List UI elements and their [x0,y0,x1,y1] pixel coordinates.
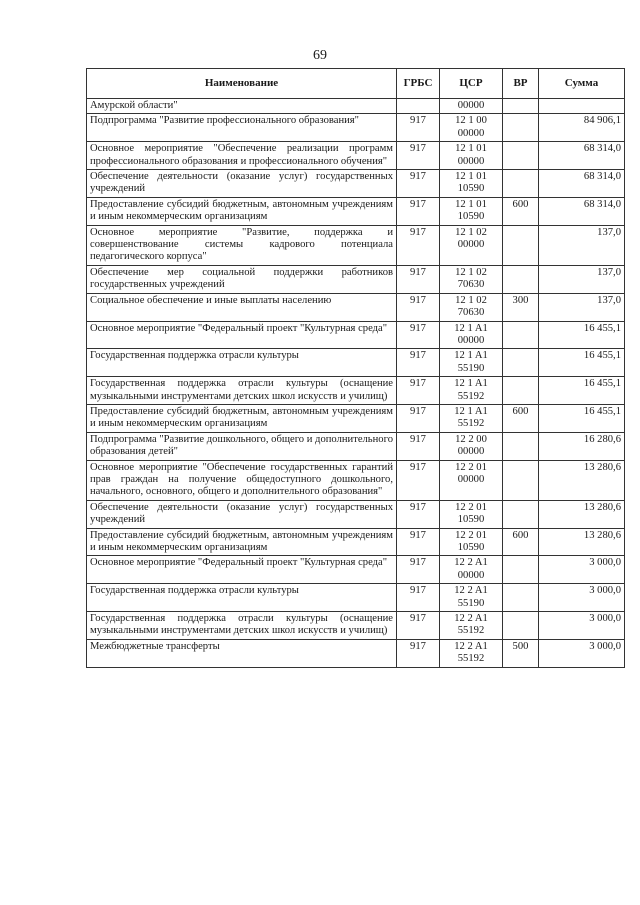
table-row [87,142,625,170]
cell-csr [440,142,503,170]
cell-name: Амурской области" [87,99,397,114]
csr-code-part-2: 55192 [457,390,485,402]
csr-code-part-2: 10590 [457,183,485,195]
table-row [87,432,625,460]
table-header [87,69,625,99]
csr-code-part-1: 12 2 01 [455,461,487,473]
csr-code-part-2: 70630 [457,307,485,319]
csr-code-part-2: 00000 [457,239,485,251]
cell-name: Государственная поддержка отрасли культуры [87,584,397,612]
cell-sum: 68 314,0 [539,197,625,225]
cell-vr: 600 [503,528,539,556]
cell-grbs: 917 [397,293,440,321]
cell-grbs: 917 [397,377,440,405]
cell-vr: 600 [503,197,539,225]
csr-code-part-2: 55190 [457,362,485,374]
csr-code-part-1: 12 2 A1 [454,585,488,597]
cell-sum: 3 000,0 [539,556,625,584]
cell-sum: 3 000,0 [539,639,625,667]
cell-grbs: 917 [397,500,440,528]
table-row [87,170,625,198]
cell-sum: 13 280,6 [539,528,625,556]
table-row [87,349,625,377]
table-row [87,114,625,142]
table-body [87,99,625,668]
cell-csr [440,293,503,321]
csr-code-part-1: 12 1 A1 [454,322,488,334]
csr-code-part-2: 00000 [457,155,485,167]
cell-csr [440,321,503,349]
csr-code-part-2: 00000 [457,127,485,139]
cell-vr [503,612,539,640]
csr-code-part-2: 00000 [457,569,485,581]
cell-csr [440,377,503,405]
cell-sum: 137,0 [539,293,625,321]
cell-name: Подпрограмма "Развитие дошкольного, общего и дополнительного образования детей" [87,432,397,460]
cell-grbs: 917 [397,321,440,349]
table-row [87,584,625,612]
csr-code-part-2: 55190 [457,597,485,609]
cell-vr [503,142,539,170]
csr-code-part-2: 00000 [457,473,485,485]
csr-code-part-1: 12 1 01 [455,198,487,210]
cell-csr [440,114,503,142]
header-grbs: ГРБС [397,69,440,99]
cell-csr [440,170,503,198]
csr-code-part-2: 70630 [457,279,485,291]
cell-grbs: 917 [397,460,440,500]
table-row [87,500,625,528]
cell-vr: 600 [503,404,539,432]
table-row [87,225,625,265]
cell-csr [440,197,503,225]
cell-csr [440,432,503,460]
csr-code-part-1: 12 2 A1 [454,640,488,652]
cell-grbs: 917 [397,612,440,640]
header-csr: ЦСР [440,69,503,99]
csr-code-part-2: 10590 [457,514,485,526]
cell-sum: 3 000,0 [539,612,625,640]
csr-code-part-2: 55192 [457,418,485,430]
cell-sum: 16 455,1 [539,404,625,432]
header-name: Наименование [87,69,397,99]
table-row [87,321,625,349]
cell-grbs: 917 [397,197,440,225]
table-row [87,265,625,293]
cell-sum: 68 314,0 [539,170,625,198]
csr-code-part-2: 10590 [457,542,485,553]
cell-sum: 137,0 [539,265,625,293]
csr-code-part-2: 10590 [457,211,485,223]
cell-sum: 16 455,1 [539,321,625,349]
csr-code-part-2: 55192 [457,653,485,665]
cell-vr [503,170,539,198]
cell-vr [503,432,539,460]
cell-name: Предоставление субсидий бюджетным, автономным учреждениям и иным некоммерческим организациям [87,404,397,432]
cell-sum: 13 280,6 [539,460,625,500]
csr-code-part-1: 12 2 A1 [454,557,488,569]
cell-csr [440,404,503,432]
cell-name: Обеспечение деятельности (оказание услуг) государственных учреждений [87,500,397,528]
header-sum: Сумма [539,69,625,99]
cell-name: Межбюджетные трансферты [87,639,397,667]
cell-name: Основное мероприятие "Обеспечение государственных гарантий прав граждан на получение общедоступного дошкольного, начального, основного, общего и дополнительного образования" [87,460,397,500]
cell-grbs: 917 [397,114,440,142]
cell-grbs: 917 [397,142,440,170]
csr-code-part-2: 00000 [457,334,485,346]
csr-code-part-1: 12 2 00 [455,433,487,445]
cell-vr [503,584,539,612]
csr-code-part-1: 12 2 01 [455,501,487,513]
cell-sum: 137,0 [539,225,625,265]
cell-vr [503,460,539,500]
table-row [87,197,625,225]
cell-name: Подпрограмма "Развитие профессионального образования" [87,114,397,142]
csr-code-part-1: 12 1 01 [455,143,487,155]
csr-code-part-1: 12 1 02 [455,294,487,306]
cell-csr [440,639,503,667]
csr-code-part-1: 12 1 A1 [454,378,488,390]
cell-vr [503,377,539,405]
table-row [87,556,625,584]
table-row [87,639,625,667]
cell-name: Обеспечение деятельности (оказание услуг) государственных учреждений [87,170,397,198]
cell-name: Основное мероприятие "Федеральный проект "Культурная среда" [87,556,397,584]
table-row [87,404,625,432]
cell-vr: 300 [503,293,539,321]
csr-code-part-1: 12 1 01 [455,171,487,183]
cell-vr [503,321,539,349]
table-row [87,293,625,321]
cell-grbs [397,99,440,114]
csr-code-part-1: 12 1 00 [455,115,487,127]
cell-csr [440,500,503,528]
cell-grbs: 917 [397,432,440,460]
cell-vr: 500 [503,639,539,667]
table-row [87,377,625,405]
budget-table [86,68,625,668]
cell-grbs: 917 [397,404,440,432]
cell-csr [440,349,503,377]
cell-vr [503,114,539,142]
cell-csr [440,584,503,612]
table-row [87,528,625,556]
cell-grbs: 917 [397,170,440,198]
cell-grbs: 917 [397,528,440,556]
cell-grbs: 917 [397,556,440,584]
cell-csr [440,225,503,265]
cell-name: Государственная поддержка отрасли культуры [87,349,397,377]
cell-csr [440,265,503,293]
table-row [87,460,625,500]
cell-vr [503,265,539,293]
cell-name: Основное мероприятие "Обеспечение реализации программ профессионального образования и профессионального обучения" [87,142,397,170]
csr-code-part-1: 12 1 A1 [454,405,488,417]
csr-code-part-1: 00000 [457,100,485,111]
cell-vr [503,99,539,114]
header-vr: ВР [503,69,539,99]
csr-code-part-1: 12 1 02 [455,266,487,278]
cell-sum: 16 455,1 [539,349,625,377]
csr-code-part-2: 00000 [457,446,485,458]
cell-vr [503,556,539,584]
cell-grbs: 917 [397,584,440,612]
cell-csr [440,528,503,556]
cell-vr [503,500,539,528]
table-row [87,99,625,114]
cell-sum: 68 314,0 [539,142,625,170]
cell-sum: 84 906,1 [539,114,625,142]
cell-grbs: 917 [397,349,440,377]
cell-name: Государственная поддержка отрасли культуры (оснащение музыкальными инструментами детских школ искусств и училищ) [87,377,397,405]
table-row [87,612,625,640]
cell-sum: 16 280,6 [539,432,625,460]
cell-csr [440,556,503,584]
cell-vr [503,349,539,377]
csr-code-part-1: 12 2 A1 [454,613,488,625]
cell-name: Основное мероприятие "Развитие, поддержка и совершенствование системы кадрового потенциала педагогического корпуса" [87,225,397,265]
cell-csr [440,612,503,640]
csr-code-part-1: 12 1 A1 [454,350,488,362]
csr-code-part-1: 12 1 02 [455,226,487,238]
cell-csr [440,460,503,500]
cell-name: Основное мероприятие "Федеральный проект "Культурная среда" [87,321,397,349]
cell-grbs: 917 [397,639,440,667]
cell-name: Предоставление субсидий бюджетным, автономным учреждениям и иным некоммерческим организациям [87,528,397,556]
cell-vr [503,225,539,265]
cell-name: Предоставление субсидий бюджетным, автономным учреждениям и иным некоммерческим организациям [87,197,397,225]
page-number: 69 [313,48,327,63]
cell-name: Государственная поддержка отрасли культуры (оснащение музыкальными инструментами детских школ искусств и училищ) [87,612,397,640]
cell-sum: 13 280,6 [539,500,625,528]
cell-sum: 16 455,1 [539,377,625,405]
csr-code-part-1: 12 2 01 [455,529,487,541]
cell-name: Обеспечение мер социальной поддержки работников государственных учреждений [87,265,397,293]
cell-grbs: 917 [397,225,440,265]
cell-csr [440,99,503,114]
cell-name: Социальное обеспечение и иные выплаты населению [87,293,397,321]
csr-code-part-2: 55192 [457,625,485,637]
cell-sum [539,99,625,114]
cell-sum: 3 000,0 [539,584,625,612]
cell-grbs: 917 [397,265,440,293]
